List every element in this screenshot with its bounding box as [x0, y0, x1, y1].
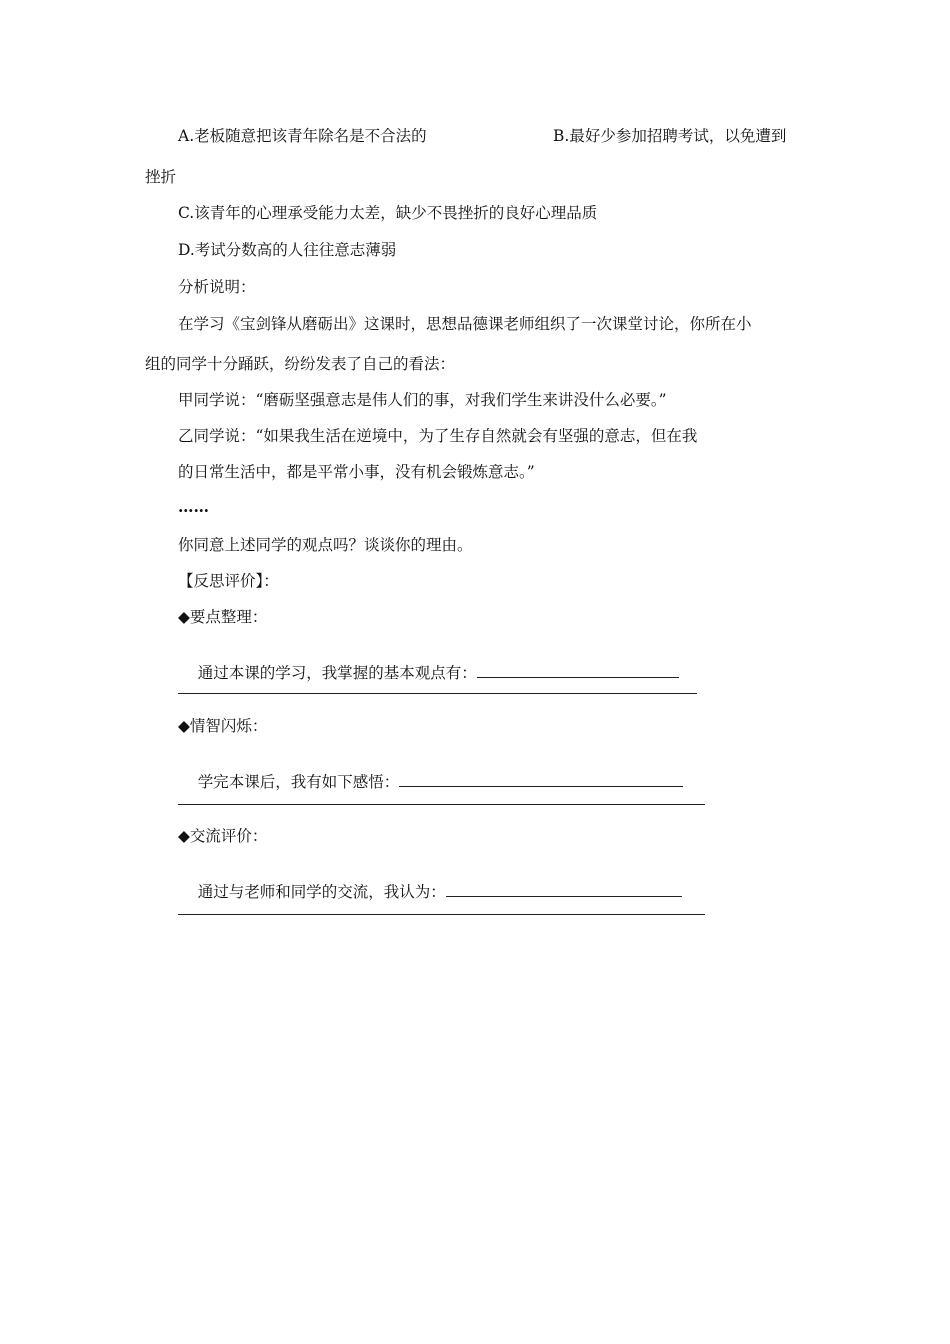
- discussion-intro-2: 组的同学十分踊跃，纷纷发表了自己的看法：: [145, 355, 456, 373]
- exchange-prompt-text: 通过与老师和同学的交流，我认为：: [197, 883, 446, 901]
- section-insights-heading: ◆情智闪烁：: [178, 717, 268, 735]
- analysis-label: 分析说明：: [178, 278, 256, 296]
- insights-prompt-text: 学完本课后，我有如下感悟：: [197, 773, 400, 791]
- insights-answer-line[interactable]: [178, 804, 705, 805]
- section-exchange-heading: ◆交流评价：: [178, 827, 268, 845]
- exchange-answer-line[interactable]: [178, 914, 705, 915]
- student-jia-statement: 甲同学说：“磨砺坚强意志是伟人们的事，对我们学生来讲没什么必要。”: [178, 391, 667, 409]
- option-b-continued: 挫折: [145, 168, 177, 186]
- reflection-title: 【反思评价】：: [178, 572, 279, 590]
- key-points-answer-line[interactable]: [178, 693, 697, 694]
- option-a: A.老板随意把该青年除名是不合法的: [178, 127, 427, 145]
- ellipsis: ……: [178, 497, 209, 516]
- key-points-prompt-text: 通过本课的学习，我掌握的基本观点有：: [197, 664, 477, 682]
- exchange-prompt: [178, 862, 682, 922]
- option-d: D.考试分数高的人往往意志薄弱: [178, 241, 397, 259]
- section-key-points-heading: ◆要点整理：: [178, 608, 268, 626]
- insights-prompt: [178, 752, 683, 812]
- student-yi-statement-2: 的日常生活中，都是平常小事，没有机会锻炼意志。”: [178, 463, 535, 481]
- exchange-answer-blank[interactable]: [446, 882, 682, 897]
- key-points-prompt: [178, 643, 679, 703]
- option-b: B.最好少参加招聘考试，以免遭到: [553, 127, 787, 145]
- option-c: C.该青年的心理承受能力太差，缺少不畏挫折的良好心理品质: [178, 204, 598, 222]
- key-points-answer-blank[interactable]: [477, 663, 679, 678]
- student-yi-statement-1: 乙同学说：“如果我生活在逆境中，为了生存自然就会有坚强的意志，但在我: [178, 427, 698, 445]
- discussion-question: 你同意上述同学的观点吗？谈谈你的理由。: [178, 536, 473, 554]
- discussion-intro-1: 在学习《宝剑锋从磨砺出》这课时，思想品德课老师组织了一次课堂讨论，你所在小: [178, 315, 752, 333]
- insights-answer-blank[interactable]: [399, 772, 683, 787]
